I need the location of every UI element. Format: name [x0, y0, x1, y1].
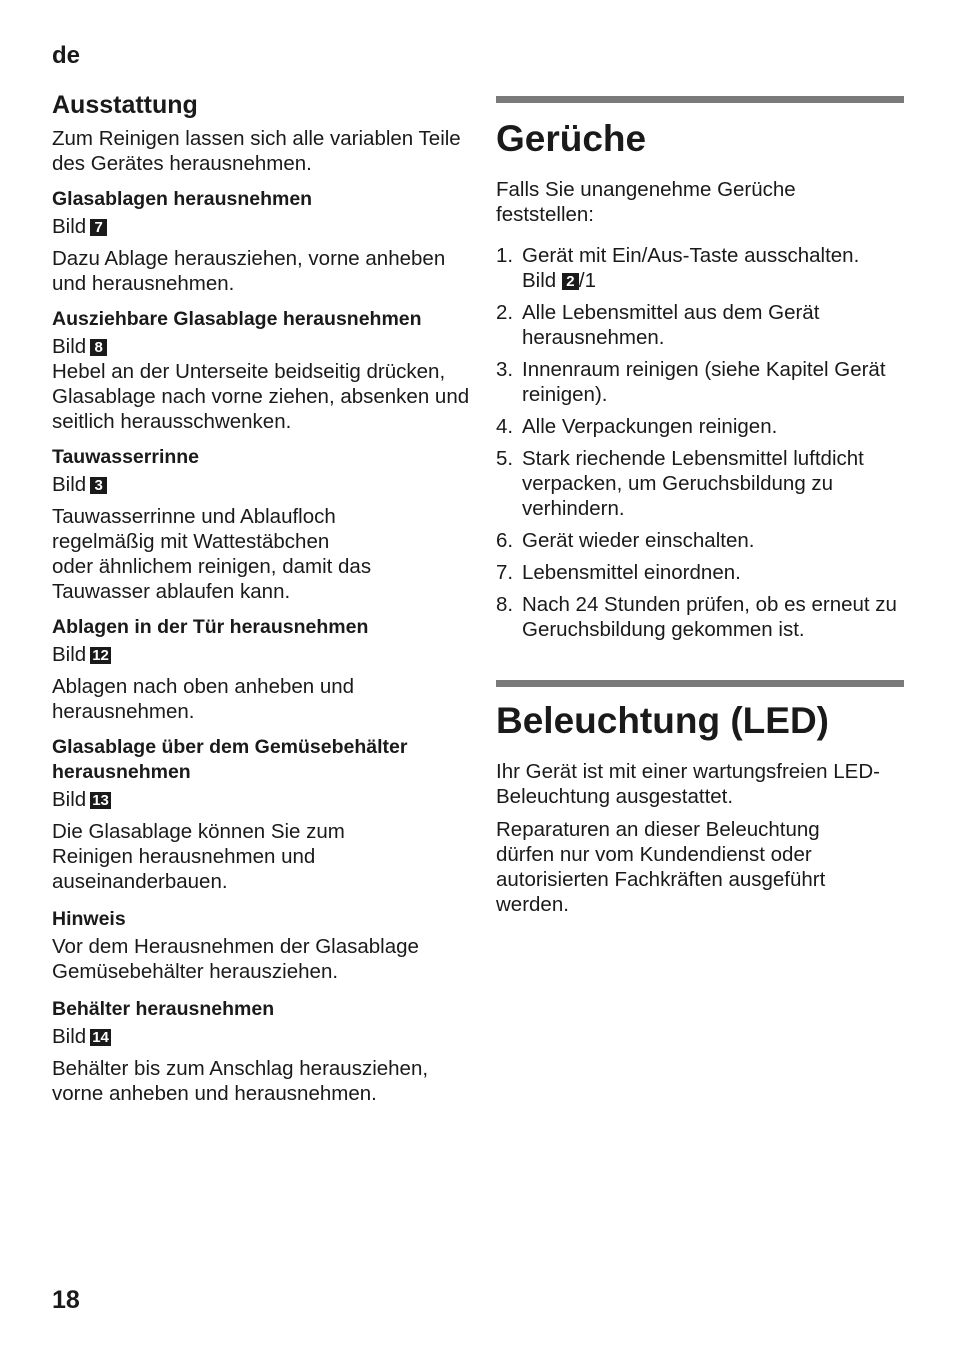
- paragraph: Die Glasablage können Sie zum Reinigen herausnehmen und auseinanderbauen.: [52, 820, 345, 893]
- section-title-beleuchtung: Beleuchtung (LED): [496, 700, 829, 741]
- paragraph: Tauwasserrinne und Ablaufloch regelmäßig mit Wattestäbchen oder ähnlichem reinigen, damit das Tauwasser ablaufen kann.: [52, 505, 372, 603]
- note-heading: Hinweis: [52, 908, 126, 930]
- intro-text: Falls Sie unangenehme Gerüche feststellen:: [496, 178, 796, 226]
- intro-text: Zum Reinigen lassen sich alle variablen Teile des Gerätes herausnehmen.: [52, 127, 461, 175]
- section-title-ausstattung: Ausstattung: [52, 91, 198, 119]
- list-item: 7. Lebensmittel einordnen.: [496, 561, 741, 584]
- subheading: Glasablagen herausnehmen: [52, 188, 313, 210]
- figure-reference: Bild 7: [52, 214, 472, 239]
- subheading: Glasablage über dem Gemüsebehälter herausnehmen: [52, 736, 408, 783]
- section-divider: [496, 680, 904, 687]
- figure-number-badge: 3: [90, 477, 107, 494]
- paragraph: Dazu Ablage herausziehen, vorne anheben und herausnehmen.: [52, 247, 446, 295]
- list-item: 6. Gerät wieder einschalten.: [496, 529, 755, 552]
- list-item: 2. Alle Lebensmittel aus dem Gerät herausnehmen.: [496, 301, 820, 349]
- figure-number-badge: 14: [92, 1029, 109, 1046]
- subheading: Behälter herausnehmen: [52, 998, 275, 1020]
- paragraph: Behälter bis zum Anschlag herausziehen, vorne anheben und herausnehmen.: [52, 1057, 429, 1105]
- figure-reference: Bild 13: [52, 788, 109, 811]
- paragraph: Hebel an der Unterseite beidseitig drücken, Glasablage nach vorne ziehen, absenken und seitlich herausschwenken.: [52, 360, 470, 433]
- figure-number-badge: 8: [90, 339, 107, 356]
- subheading: Ablagen in der Tür herausnehmen: [52, 616, 369, 638]
- figure-number-badge: 7: [90, 219, 107, 236]
- figure-reference: Bild 12: [52, 643, 109, 666]
- list-item: 1. Gerät mit Ein/Aus-Taste ausschalten. Bild 2 /1: [496, 244, 860, 292]
- page-number: 18: [52, 1286, 80, 1314]
- figure-reference: Bild 8: [52, 334, 472, 359]
- note-text: Vor dem Herausnehmen der Glasablage Gemüsebehälter herausziehen.: [52, 935, 419, 983]
- list-item: 3. Innenraum reinigen (siehe Kapitel Gerät reinigen).: [496, 358, 886, 406]
- figure-number-badge: 13: [92, 792, 109, 809]
- right-column: [496, 96, 904, 917]
- paragraph: Ablagen nach oben anheben und herausnehmen.: [52, 675, 355, 723]
- paragraph: Reparaturen an dieser Beleuchtung dürfen nur vom Kundendienst oder autorisierten Fachkräften ausgeführt werden.: [496, 818, 826, 916]
- figure-reference: Bild 3: [52, 472, 472, 497]
- figure-number-badge: 2: [562, 273, 579, 290]
- paragraph: Ihr Gerät ist mit einer wartungsfreien LED-Beleuchtung ausgestattet.: [496, 760, 880, 808]
- list-item: 8. Nach 24 Stunden prüfen, ob es erneut zu Geruchsbildung gekommen ist.: [496, 593, 897, 641]
- figure-reference: Bild 14: [52, 1025, 109, 1048]
- subheading: Ausziehbare Glasablage herausnehmen: [52, 308, 422, 330]
- language-code: de: [52, 42, 81, 69]
- left-column: [52, 88, 472, 1106]
- subheading: Tauwasserrinne: [52, 446, 200, 468]
- list-item: 4. Alle Verpackungen reinigen.: [496, 415, 778, 438]
- section-divider: [496, 96, 904, 103]
- section-title-gerueche: Gerüche: [496, 118, 647, 159]
- figure-number-badge: 12: [92, 647, 109, 664]
- list-item: 5. Stark riechende Lebensmittel luftdicht verpacken, um Geruchsbildung zu verhindern.: [496, 447, 864, 520]
- step-list: [496, 243, 904, 642]
